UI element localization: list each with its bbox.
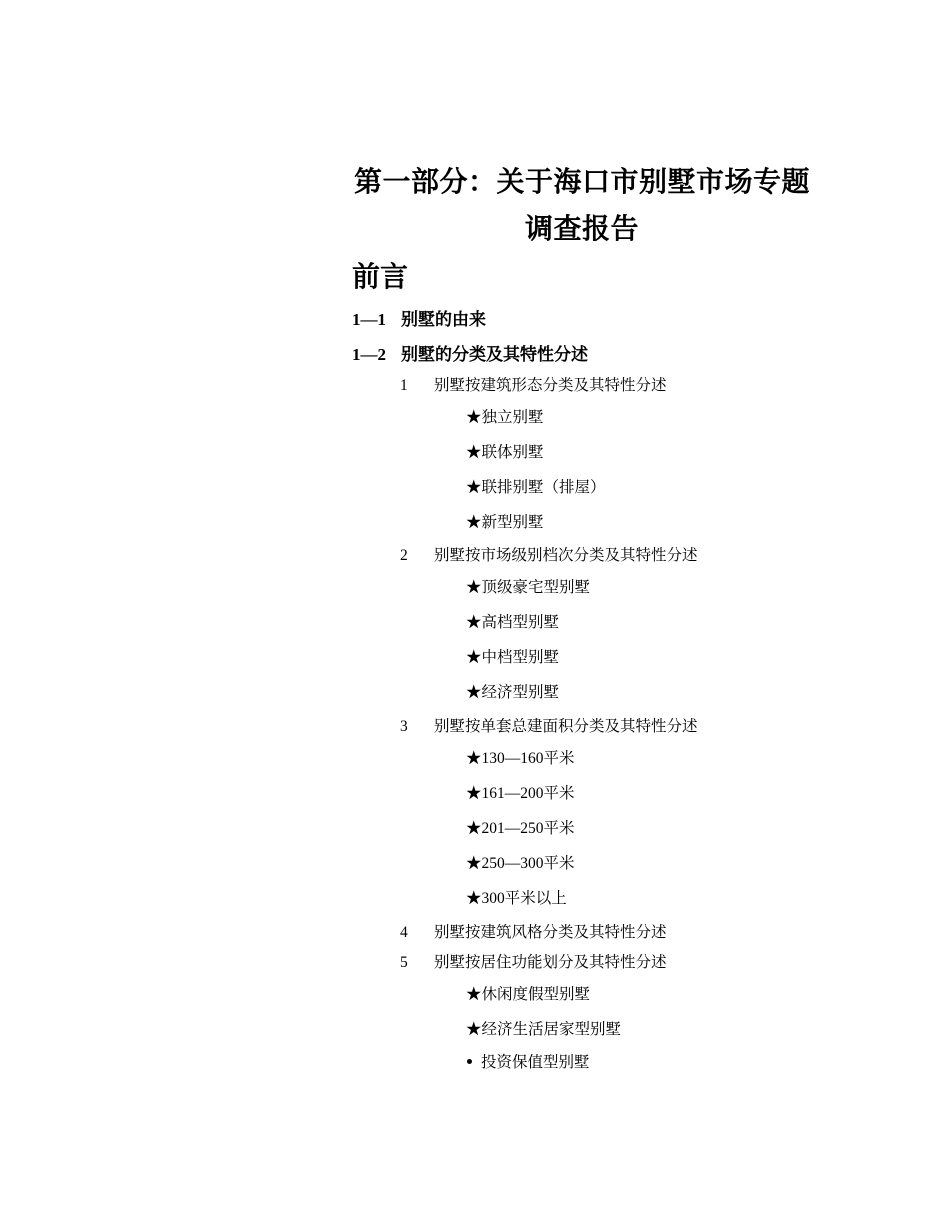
list-item: ★300平米以上 (466, 890, 567, 907)
subsection-number: 5 (400, 954, 408, 971)
list-item: ★201—250平米 (466, 820, 575, 837)
list-item: ★130—160平米 (466, 750, 575, 767)
section-number: 1—1 (352, 310, 386, 329)
section-heading-1-2 (352, 340, 588, 365)
list-item: ★高档型别墅 (466, 614, 560, 631)
subsection-5 (400, 950, 667, 972)
report-title-line-2: 调查报告 (524, 214, 639, 245)
subsection-label: 别墅按市场级别档次分类及其特性分述 (434, 547, 698, 564)
subsection-label: 别墅按居住功能划分及其特性分述 (434, 954, 667, 971)
bullet-dot-icon (467, 1059, 472, 1064)
subsection-number: 4 (400, 924, 408, 941)
list-item: ★161—200平米 (466, 785, 575, 802)
preface-heading: 前言 (352, 262, 409, 293)
list-item-label: 投资保值型别墅 (481, 1054, 590, 1071)
subsection-1 (400, 373, 667, 395)
list-item: ★经济生活居家型别墅 (466, 1021, 622, 1038)
subsection-4 (400, 920, 667, 942)
section-label: 别墅的由来 (401, 310, 486, 329)
section-number: 1—2 (352, 345, 386, 364)
list-item: ★联排别墅（排屋） (466, 479, 606, 496)
subsection-label: 别墅按建筑风格分类及其特性分述 (434, 924, 667, 941)
list-item: ★250—300平米 (466, 855, 575, 872)
subsection-2 (400, 543, 698, 565)
list-item-bulleted (466, 1050, 590, 1072)
section-heading-1-1 (352, 305, 486, 330)
subsection-label: 别墅按建筑形态分类及其特性分述 (434, 377, 667, 394)
list-item: ★经济型别墅 (466, 684, 560, 701)
list-item: ★中档型别墅 (466, 649, 560, 666)
subsection-number: 3 (400, 718, 408, 735)
subsection-number: 1 (400, 377, 408, 394)
section-label: 别墅的分类及其特性分述 (401, 345, 588, 364)
list-item: ★休闲度假型别墅 (466, 986, 591, 1003)
subsection-3 (400, 714, 698, 736)
list-item: ★新型别墅 (466, 514, 544, 531)
list-item: ★独立别墅 (466, 409, 544, 426)
report-title-line-1: 第一部分：关于海口市别墅市场专题 (353, 167, 810, 198)
list-item: ★联体别墅 (466, 444, 544, 461)
subsection-label: 别墅按单套总建面积分类及其特性分述 (434, 718, 698, 735)
list-item: ★顶级豪宅型别墅 (466, 579, 591, 596)
subsection-number: 2 (400, 547, 408, 564)
